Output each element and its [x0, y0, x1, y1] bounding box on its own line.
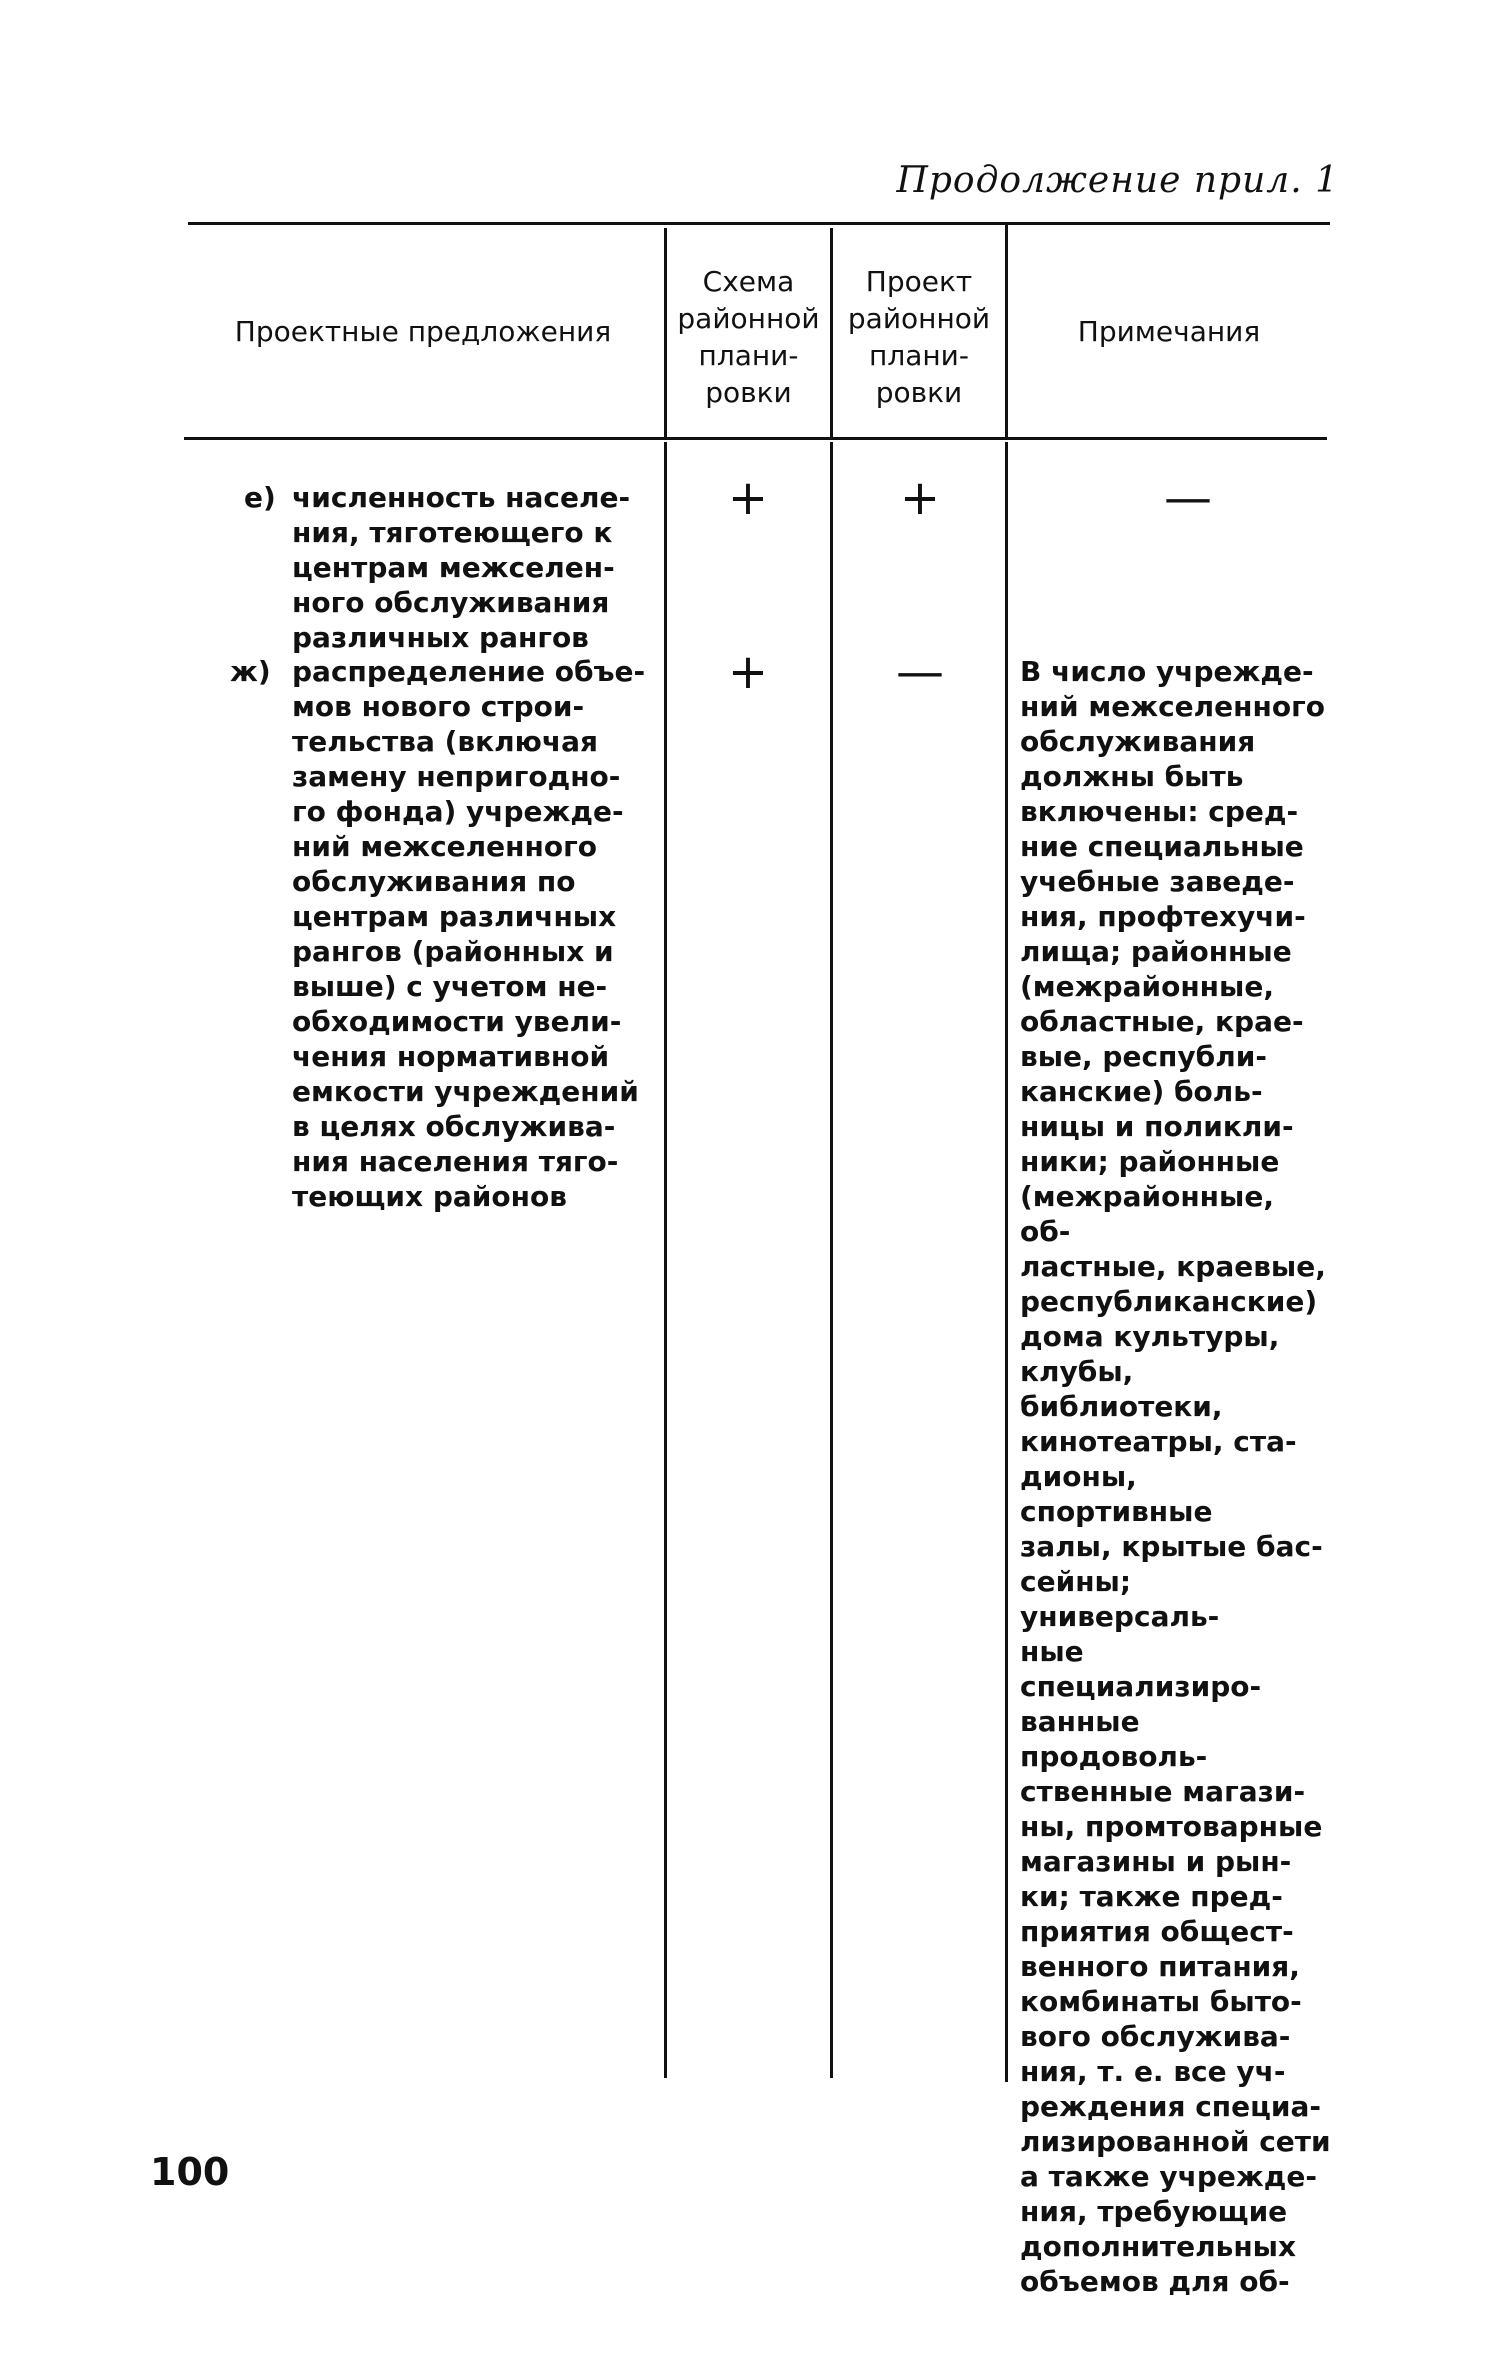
table-header-rule	[184, 437, 1327, 440]
project-mark: +	[899, 470, 941, 526]
header-proposals: Проектные предложения	[234, 315, 612, 348]
row-proposal-text: распределение объе- мов нового строи- тельства (включая замену непригодно- го фонда) учрежде- ний межселенного обслуживания по центрам различных рангов (районных и выше) с учетом не- обходимости увели- чения нормативной емкости учреждений в целях обслужива- ния населения тяго- теющих районов	[292, 655, 646, 1213]
header-notes: Примечания	[1077, 315, 1261, 348]
column-divider	[1005, 442, 1008, 2082]
row-notes-text: В число учрежде- ний межселенного обслуживания должны быть включены: сред- ние специальные учебные заведе- ния, профтехучи- лища; районные (межрайонные, областные, крае- вые, республи- канские) боль- ницы и поликли- ники; районные (межрайонные, об- ластные, краевые, республиканские) дома культуры, клубы, библиотеки, кинотеатры, ста- дионы, спортивные залы, крытые бас- сейны; универсаль- ные специализиро- ванные продоволь- ственные магази- ны, промтоварные магазины и рын- ки; также пред- приятия общест- венного питания, комбинаты быто- вого обслужива- ния, т. е. все уч- реждения специа- лизированной сети а также учрежде- ния, требующие дополнительных объемов для об-	[1020, 655, 1331, 2298]
header-scheme: Схема районной плани- ровки	[677, 265, 820, 409]
row-proposal-text: численность населе- ния, тяготеющего к центрам межселен- ного обслуживания различных рангов	[292, 481, 631, 654]
column-divider	[664, 442, 667, 2078]
page-number: 100	[150, 2150, 230, 2194]
table-top-rule	[188, 222, 1330, 225]
scheme-mark: +	[727, 470, 769, 526]
row-label: е)	[244, 481, 276, 514]
header-project: Проект районной плани- ровки	[847, 265, 991, 409]
scheme-mark: +	[727, 644, 769, 700]
continuation-header: Продолжение прил. 1	[896, 160, 1339, 201]
row-label: ж)	[230, 655, 271, 688]
project-mark: —	[896, 644, 944, 700]
column-divider	[830, 442, 833, 2078]
notes-mark: —	[1164, 470, 1212, 526]
